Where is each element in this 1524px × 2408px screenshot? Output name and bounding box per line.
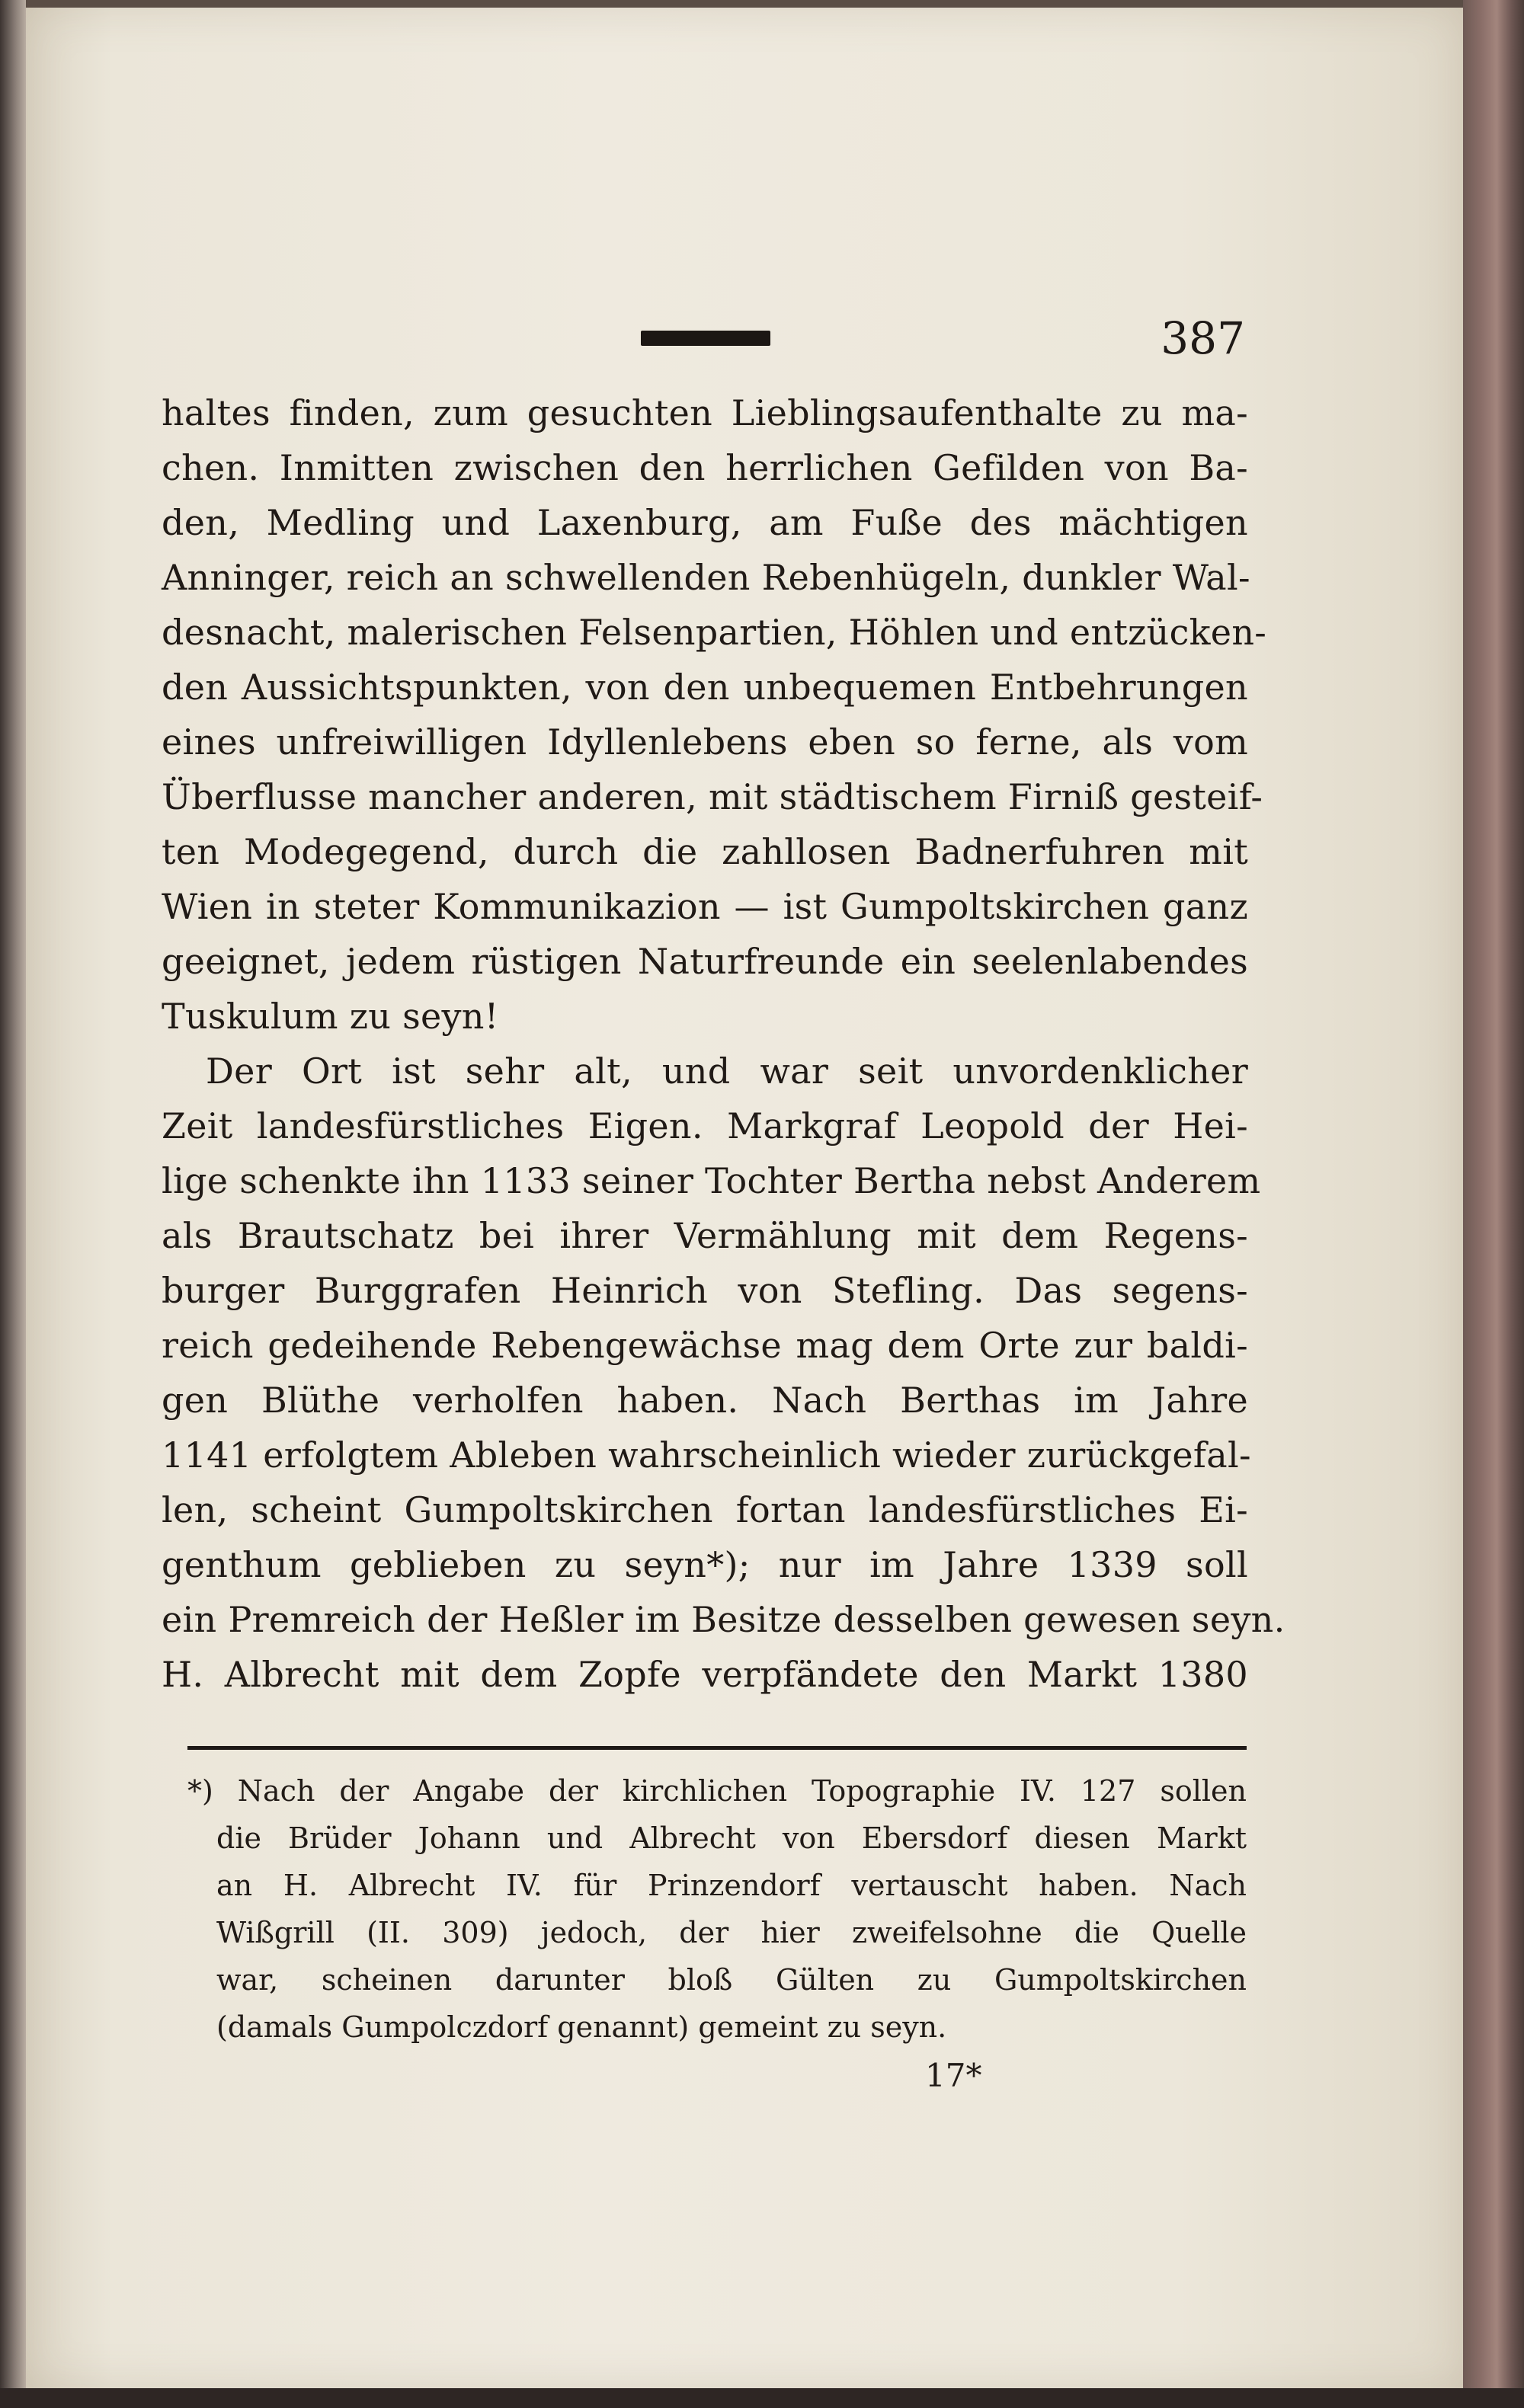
text-line: genthum geblieben zu seyn*); nur im Jahre 1339 soll [162,1544,1248,1585]
text-line: chen. Inmitten zwischen den herrlichen Gefilden von Ba- [162,447,1248,488]
footnote-line: war, scheinen darunter bloß Gülten zu Gumpoltskirchen [216,1963,1247,1997]
text-line: Überflusse mancher anderen, mit städtischem Firniß gesteif- [162,776,1263,817]
text-line: haltes finden, zum gesuchten Lieblingsaufenthalte zu ma- [162,392,1248,433]
text-line: ten Modegegend, durch die zahllosen Badnerfuhren mit [162,831,1248,872]
scan-bottom-edge [0,2388,1524,2408]
header-rule [641,331,770,346]
book-cover-edge [1463,0,1524,2408]
text-line: Tuskulum zu seyn! [162,996,499,1037]
text-line: reich gedeihende Rebengewächse mag dem Orte zur baldi- [162,1325,1248,1366]
text-line: lige schenkte ihn 1133 seiner Tochter Bertha nebst Anderem [162,1160,1261,1201]
text-line: Zeit landesfürstliches Eigen. Markgraf Leopold der Hei- [162,1105,1248,1146]
footnote [187,1767,1247,2051]
text-line: als Brautschatz bei ihrer Vermählung mit dem Regens- [162,1215,1248,1256]
paragraph-start-line: Der Ort ist sehr alt, und war seit unvordenklicher [206,1051,1248,1092]
book-page [26,8,1463,2388]
text-line: len, scheint Gumpoltskirchen fortan landesfürstliches Ei- [162,1489,1248,1530]
text-line: ein Premreich der Heßler im Besitze desselben gewesen seyn. [162,1599,1285,1640]
text-line: burger Burggrafen Heinrich von Stefling. Das segens- [162,1270,1248,1311]
page-header [26,312,1463,373]
footnote-line: *) Nach der Angabe der kirchlichen Topographie IV. 127 sollen [187,1774,1247,1808]
body-text [162,385,1285,1702]
text-line: gen Blüthe verholfen haben. Nach Berthas im Jahre [162,1380,1248,1421]
footnote-divider [187,1746,1247,1750]
footnote-line: an H. Albrecht IV. für Prinzendorf vertauscht haben. Nach [216,1869,1247,1902]
text-line: den, Medling und Laxenburg, am Fuße des mächtigen [162,502,1248,543]
footnote-line: (damals Gumpolczdorf genannt) gemeint zu seyn. [216,2010,947,2044]
printer-signature-mark: 17* [925,2057,982,2094]
text-line: 1141 erfolgtem Ableben wahrscheinlich wieder zurückgefal- [162,1434,1251,1476]
page-number: 387 [1161,312,1245,364]
text-line: eines unfreiwilligen Idyllenlebens eben so ferne, als vom [162,721,1248,763]
footnote-line: die Brüder Johann und Albrecht von Ebersdorf diesen Markt [216,1821,1247,1855]
book-binding-left [0,0,26,2408]
text-line: Anninger, reich an schwellenden Rebenhügeln, dunkler Wal- [162,557,1250,598]
text-line: den Aussichtspunkten, von den unbequemen Entbehrungen [162,667,1248,708]
text-line: H. Albrecht mit dem Zopfe verpfändete den Markt 1380 [162,1654,1248,1695]
text-line: desnacht, malerischen Felsenpartien, Höhlen und entzücken- [162,612,1267,653]
text-line: geeignet, jedem rüstigen Naturfreunde ein seelenlabendes [162,941,1248,982]
text-line: Wien in steter Kommunikazion — ist Gumpoltskirchen ganz [162,886,1248,927]
footnote-line: Wißgrill (II. 309) jedoch, der hier zweifelsohne die Quelle [216,1916,1247,1949]
